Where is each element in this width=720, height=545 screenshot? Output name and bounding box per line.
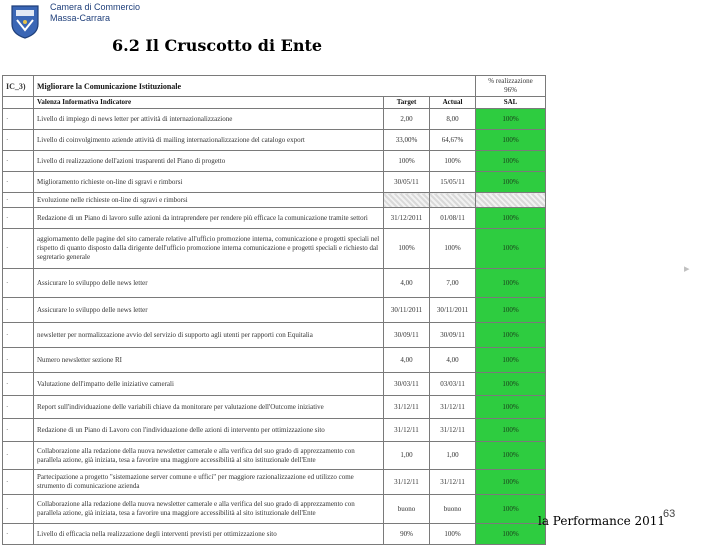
sal-value: 100%: [476, 419, 546, 442]
indicator-label: Partecipazione a progetto "sistemazione server comune e uffici" per maggiore razionalizzazione ed utilizzo come strumento di comunicazione azienda: [34, 470, 384, 495]
dashboard-table: [2, 75, 546, 545]
row-bullet-icon: ·: [6, 529, 9, 538]
table-row: [3, 109, 546, 130]
indicator-label: Redazione di un Piano di Lavoro con l'individuazione delle azioni di intervento per ottimizzazione sito: [34, 419, 384, 442]
target-value: [384, 193, 430, 208]
table-row: [3, 396, 546, 419]
row-bullet-icon: ·: [6, 177, 9, 186]
realization-value: 96%: [504, 86, 517, 94]
table-row: [3, 130, 546, 151]
row-bullet-icon: ·: [6, 477, 9, 486]
row-bullet-icon: ·: [6, 330, 9, 339]
actual-value: [430, 193, 476, 208]
indicator-label: Livello di coinvolgimento aziende attività di mailing internazionalizzazione del catalogo export: [34, 130, 384, 151]
target-value: 30/11/2011: [384, 298, 430, 323]
indicator-label: Collaborazione alla redazione della nuova newsletter camerale e alla verifica del suo grado di apprezzamento con parallela azione, già iniziata, tesa a favorire una maggiore accessibilità al sito istituzionale dell'Ente: [34, 442, 384, 470]
table-row: [3, 495, 546, 524]
row-bullet-icon: ·: [6, 451, 9, 459]
target-value: 100%: [384, 151, 430, 172]
actual-value: 4,00: [430, 348, 476, 373]
indicator-label: Miglioramento richieste on-line di sgravi e rimborsi: [34, 172, 384, 193]
indicator-label: Livello di efficacia nella realizzazione degli interventi previsti per ottimizzazione sito: [34, 524, 384, 545]
column-indicator-header: Valenza Informativa Indicatore: [34, 97, 384, 109]
actual-value: 64,67%: [430, 130, 476, 151]
bullet-cell: [3, 130, 34, 151]
target-value: 2,00: [384, 109, 430, 130]
indicator-label: aggiornamento delle pagine del sito camerale relative all'ufficio promozione interna, comunicazione e progetti speciali nel rispetto di quanto disposto dalla dirigente dell'ufficio promozione interna comunicazione e progetti speciali e richiesto dal segretario generale: [34, 229, 384, 269]
indicator-label: newsletter per normalizzazione avvio del servizio di supporto agli utenti per rapporti con Equitalia: [34, 323, 384, 348]
target-value: 33,00%: [384, 130, 430, 151]
bullet-cell: [3, 348, 34, 373]
row-bullet-icon: ·: [6, 305, 9, 314]
target-value: buono: [384, 495, 430, 524]
org-line-1: Camera di Commercio: [50, 2, 141, 12]
bullet-cell: [3, 396, 34, 419]
sal-value: [476, 193, 546, 208]
row-bullet-icon: ·: [6, 213, 9, 222]
indicator-label: Numero newsletter sezione RI: [34, 348, 384, 373]
row-bullet-icon: ·: [6, 244, 9, 252]
column-sal-header: SAL: [476, 97, 546, 109]
actual-value: 31/12/11: [430, 470, 476, 495]
bullet-cell: [3, 495, 34, 524]
sal-value: 100%: [476, 495, 546, 524]
indicator-label: Evoluzione nelle richieste on-line di sgravi e rimborsi: [34, 193, 384, 208]
actual-value: 7,00: [430, 269, 476, 298]
table-row: [3, 229, 546, 269]
bullet-cell: [3, 442, 34, 470]
bullet-cell: [3, 269, 34, 298]
actual-value: 31/12/11: [430, 419, 476, 442]
indicator-label: Collaborazione alla redazione della nuova newsletter camerale e alla verifica del suo grado di apprezzamento con parallela azione, già iniziata, tesa a favorire una maggiore accessibilità al sito istituzionale dell'Ente: [34, 495, 384, 524]
sal-value: 100%: [476, 524, 546, 545]
bullet-cell: [3, 298, 34, 323]
page-number: 63: [663, 508, 676, 520]
sal-value: 100%: [476, 130, 546, 151]
row-bullet-icon: ·: [6, 504, 9, 513]
actual-value: buono: [430, 495, 476, 524]
bullet-cell: [3, 172, 34, 193]
sal-value: 100%: [476, 269, 546, 298]
actual-value: 100%: [430, 524, 476, 545]
indicator-label: Assicurare lo sviluppo delle news letter: [34, 269, 384, 298]
target-value: 4,00: [384, 269, 430, 298]
sal-value: 100%: [476, 208, 546, 229]
column-target-header: Target: [384, 97, 430, 109]
table-row: [3, 373, 546, 396]
sal-value: 100%: [476, 442, 546, 470]
row-bullet-icon: ·: [6, 402, 9, 411]
indicator-label: Livello di impiego di news letter per attività di internazionalizzazione: [34, 109, 384, 130]
actual-value: 15/05/11: [430, 172, 476, 193]
bullet-cell: [3, 109, 34, 130]
indicator-rows: [3, 109, 546, 545]
target-value: 31/12/2011: [384, 208, 430, 229]
sal-value: 100%: [476, 172, 546, 193]
target-value: 31/12/11: [384, 419, 430, 442]
table-row: [3, 348, 546, 373]
row-bullet-icon: ·: [6, 156, 9, 165]
sal-value: 100%: [476, 298, 546, 323]
row-bullet-icon: ·: [6, 195, 9, 204]
actual-value: 30/09/11: [430, 323, 476, 348]
edge-marker: ▸: [684, 263, 690, 275]
bullet-cell: [3, 373, 34, 396]
bullet-cell: [3, 229, 34, 269]
target-value: 30/03/11: [384, 373, 430, 396]
table-row: [3, 323, 546, 348]
target-value: 31/12/11: [384, 396, 430, 419]
target-value: 1,00: [384, 442, 430, 470]
target-value: 100%: [384, 229, 430, 269]
column-actual-header: Actual: [430, 97, 476, 109]
footer-text: la Performance 2011: [538, 514, 666, 528]
actual-value: 1,00: [430, 442, 476, 470]
realization-label: % realizzazione: [488, 77, 533, 85]
bullet-cell: [3, 323, 34, 348]
actual-value: 100%: [430, 151, 476, 172]
actual-value: 01/08/11: [430, 208, 476, 229]
objective-code: IC_3): [3, 76, 34, 97]
sal-value: 100%: [476, 323, 546, 348]
bullet-cell: [3, 208, 34, 229]
sal-value: 100%: [476, 470, 546, 495]
bullet-cell: [3, 419, 34, 442]
org-line-2: Massa-Carrara: [50, 13, 111, 23]
indicator-label: Livello di realizzazione dell'azioni trasparenti del Piano di progetto: [34, 151, 384, 172]
realization-cell: [476, 76, 546, 97]
actual-value: 30/11/2011: [430, 298, 476, 323]
row-bullet-icon: ·: [6, 355, 9, 364]
target-value: 30/09/11: [384, 323, 430, 348]
indicator-label: Redazione di un Piano di lavoro sulle azioni da intraprendere per rendere più efficace la comunicazione tramite settori: [34, 208, 384, 229]
actual-value: 31/12/11: [430, 396, 476, 419]
sal-value: 100%: [476, 348, 546, 373]
table-row: [3, 193, 546, 208]
sal-value: 100%: [476, 373, 546, 396]
actual-value: 100%: [430, 229, 476, 269]
table-row: [3, 419, 546, 442]
indicator-label: Assicurare lo sviluppo delle news letter: [34, 298, 384, 323]
table-row: [3, 208, 546, 229]
row-bullet-icon: ·: [6, 135, 9, 144]
bullet-cell: [3, 151, 34, 172]
indicator-label: Valutazione dell'impatto delle iniziative camerali: [34, 373, 384, 396]
target-value: 31/12/11: [384, 470, 430, 495]
actual-value: 8,00: [430, 109, 476, 130]
row-bullet-icon: ·: [6, 379, 9, 388]
actual-value: 03/03/11: [430, 373, 476, 396]
sal-value: 100%: [476, 109, 546, 130]
organization-name: [50, 2, 140, 24]
row-bullet-icon: ·: [6, 114, 9, 123]
table-row: [3, 470, 546, 495]
row-bullet-icon: ·: [6, 425, 9, 434]
sal-value: 100%: [476, 151, 546, 172]
chamber-logo: [6, 2, 44, 40]
table-row: [3, 298, 546, 323]
table-row: [3, 172, 546, 193]
bullet-cell: [3, 193, 34, 208]
indicator-label: Report sull'individuazione delle variabili chiave da monitorare per valutazione dell'Outcome iniziative: [34, 396, 384, 419]
page-title: 6.2 Il Cruscotto di Ente: [112, 36, 323, 55]
bullet-cell: [3, 470, 34, 495]
sal-value: 100%: [476, 396, 546, 419]
table-row: [3, 442, 546, 470]
target-value: 4,00: [384, 348, 430, 373]
blank-header-cell: [3, 97, 34, 109]
target-value: 90%: [384, 524, 430, 545]
table-row: [3, 269, 546, 298]
row-bullet-icon: ·: [6, 278, 9, 287]
table-row: [3, 151, 546, 172]
objective-title: Migliorare la Comunicazione Istituzionale: [34, 76, 476, 97]
sal-value: 100%: [476, 229, 546, 269]
table-row: [3, 524, 546, 545]
target-value: 30/05/11: [384, 172, 430, 193]
bullet-cell: [3, 524, 34, 545]
